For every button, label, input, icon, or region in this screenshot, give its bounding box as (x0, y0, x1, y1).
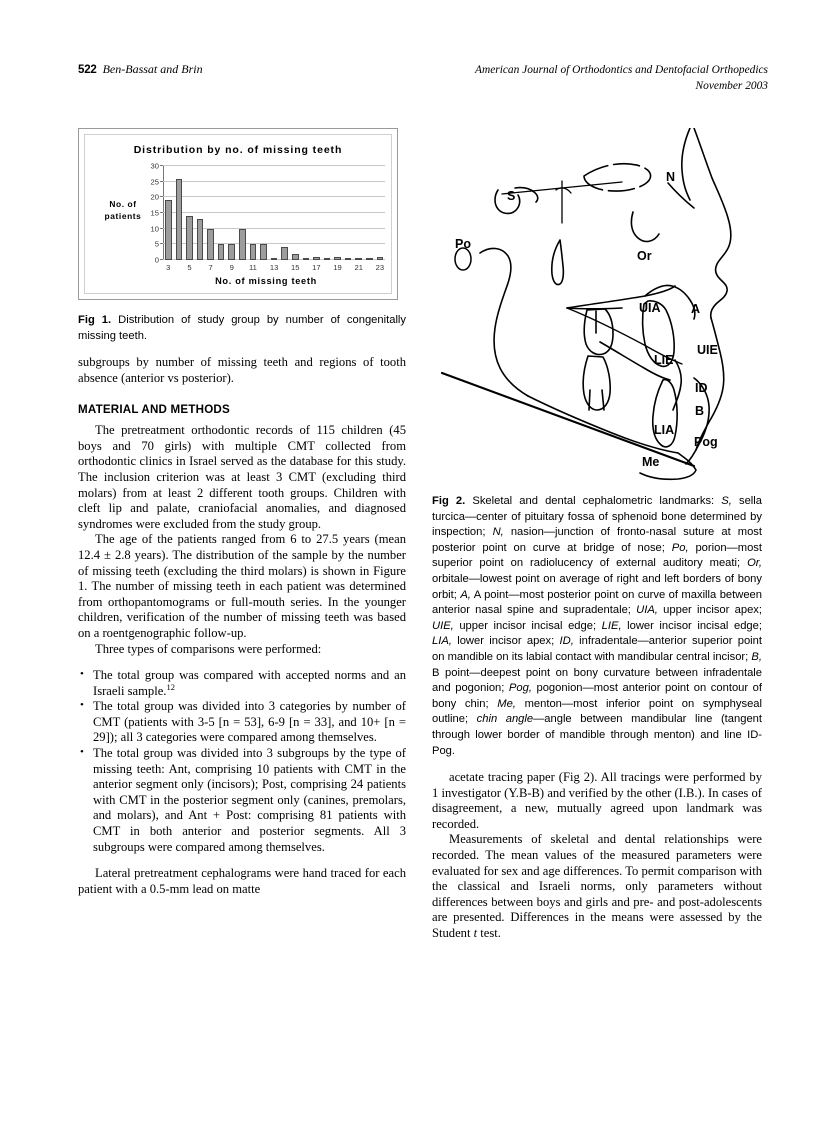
measurements-text-b: test. (477, 926, 501, 941)
comparison-list (78, 668, 406, 855)
chart-bar-cell (311, 166, 322, 260)
chart-bar-cell (163, 166, 174, 260)
chart-bar-cell (375, 166, 386, 260)
chart-x-tick-label (322, 260, 333, 272)
chart-x-tick-label (279, 260, 290, 272)
landmark-label-b: B (695, 404, 705, 418)
chart-x-tick-label: 5 (187, 263, 192, 272)
figure-2-caption-intro: Skeletal and dental cephalometric landmarks: (465, 495, 722, 507)
chart-x-axis-label: No. of missing teeth (215, 276, 317, 286)
landmark-abbreviation: N, (492, 526, 504, 539)
paragraph-continuation: subgroups by number of missing teeth and regions of tooth absence (anterior vs posterior). (78, 355, 406, 385)
chart-y-tick-label: 5 (154, 239, 159, 249)
chart-bar-cell (174, 166, 185, 260)
paragraph-cephalograms: Lateral pretreatment cephalograms were hand traced for each patient with a 0.5-mm lead on matte (78, 866, 406, 896)
measurements-text-a: Measurements of skeletal and dental relationships were recorded. The mean values of the measured parameters were evaluated for sex and age differences. To permit comparison with the classical and Israeli norms, only parameters without differences between boys and girls and pre- and post-adolescents are presented. Differences in the means were assessed by the Student (432, 832, 762, 941)
chart-y-tick-label: 0 (154, 255, 159, 265)
landmark-label-a: A (691, 302, 701, 316)
chart-bar (260, 244, 267, 260)
chart-bar-cell (279, 166, 290, 260)
running-head-authors: Ben-Bassat and Brin (102, 62, 203, 76)
chart-x-tick-label (174, 260, 185, 272)
landmark-label-lia: LIA (654, 423, 675, 437)
landmark-abbreviation: LIE, (601, 619, 622, 632)
citation-12: 12 (166, 681, 175, 692)
chart-x-tick-label: 23 (375, 263, 385, 272)
landmark-label-or: Or (637, 249, 652, 263)
chart-x-tick-label: 7 (208, 263, 213, 272)
paragraph-comparisons-intro: Three types of comparisons were performed: (95, 641, 322, 656)
landmark-abbreviation: S, (721, 495, 732, 507)
chart-y-tick-label: 10 (150, 224, 159, 234)
landmark-abbreviation: ID, (559, 635, 574, 648)
landmark-label-lie: LIE (654, 353, 674, 367)
landmark-label-s: S (507, 189, 516, 203)
chart-bar-cell (258, 166, 269, 260)
chart-frame (84, 134, 392, 294)
chart-bars (163, 166, 385, 260)
heading-material-and-methods: MATERIAL AND METHODS (78, 403, 230, 417)
chart-x-tick-label: 17 (312, 263, 321, 272)
chart-x-tick-label: 13 (269, 263, 279, 272)
chart-x-tick-label: 3 (166, 263, 171, 272)
chart-bar (197, 219, 204, 260)
landmark-abbreviation: Or, (747, 557, 762, 570)
chart-bar-cell (269, 166, 280, 260)
bullet-1-text: The total group was compared with accepted norms and an Israeli sample. (93, 668, 406, 698)
chart-bar-cell (353, 166, 364, 260)
figure-1-caption (78, 313, 406, 344)
chart-bar (218, 244, 225, 260)
landmark-abbreviation: Me, (497, 697, 516, 710)
figure-2 (432, 128, 762, 488)
chart-bar-cell (290, 166, 301, 260)
chart-bar (207, 229, 214, 260)
chart-bar-cell (364, 166, 375, 260)
running-head-right (475, 62, 768, 94)
chart-x-tick-label (364, 260, 375, 272)
landmark-abbreviation: UIA, (636, 604, 658, 617)
chart-x-tick-label: 9 (229, 263, 234, 272)
chart-bar-cell (184, 166, 195, 260)
list-item (78, 668, 406, 699)
landmark-label-pog: Pog (694, 435, 718, 449)
chart-x-tick-label (237, 260, 248, 272)
figure-1-caption-text: Distribution of study group by number of congenitally missing teeth. (78, 314, 407, 342)
landmark-abbreviation: Po, (671, 541, 689, 554)
chart-bar-cell (332, 166, 343, 260)
chart-bar-cell (205, 166, 216, 260)
chart-x-tick-label (301, 260, 312, 272)
page-number: 522 (78, 64, 97, 76)
chart-bar-cell (216, 166, 227, 260)
chart-x-tick-label (216, 260, 227, 272)
chart-y-tick-label: 20 (150, 192, 159, 202)
chart-y-tick-label: 30 (150, 161, 159, 171)
chart-x-tick-label: 19 (333, 263, 342, 272)
chart-bar-cell (248, 166, 259, 260)
paragraph-measurements (432, 832, 762, 941)
chart-x-tick-label: 15 (291, 263, 300, 272)
landmark-label-id: ID (695, 381, 708, 395)
chart-bar-cell (343, 166, 354, 260)
figure-2-landmark-definitions: S, sella turcica—center of pituitary fossa of sphenoid bone determined by inspection; N, nasion—junction of fronto-nasal suture at most posterior point on curve at bridge of nose; Po, porion—most superior point on radiolucency of external auditory meati; Or, orbitale—lowest point on average of right and left borders of bony orbit; A, A point—most posterior point on curve of maxilla between anterior nasal spine and supradentale; UIA, upper incisor apex; UIE, upper incisor incisal edge; LIE, lower incisor incisal edge; LIA, lower incisor apex; ID, infradentale—anterior superior point on mandible on its labial contact with mandibular central incisor; B, B point—deepest point on bony curvature between infradentale and pogonion; Pog, pogonion—most anterior point on contour of bony chin; Me, menton—most inferior point on symphyseal outline; chin angle—angle between mandibular line (tangent through lower border of mandible through menton) and line ID-Pog. (432, 495, 763, 757)
landmark-abbreviation: chin angle (476, 713, 534, 726)
landmark-label-po: Po (455, 237, 471, 251)
chart-y-axis-label: No. of patients (104, 199, 142, 221)
chart-title: Distribution by no. of missing teeth (133, 144, 343, 156)
chart-y-tick-label: 15 (150, 208, 159, 218)
paragraph-age: The age of the patients ranged from 6 to 27.5 years (mean 12.4 ± 2.8 years). The distribution of the sample by the number of missing teeth (excluding the third molars) is shown in Figure 1. The number of missing teeth in each patient was determined from orthopantomograms or full-mouth series. In the younger children, verification of the number of missing teeth was based on a roentgenographic follow-up. (78, 532, 406, 640)
chart-x-tick-label (258, 260, 269, 272)
running-head-left (78, 62, 203, 77)
paragraph-records: The pretreatment orthodontic records of 115 children (45 boys and 70 girls) with multiple CMT collected from orthodontic clinics in Israel served as the database for this study. The inclusion criterion was at least 3 CMT (excluding third molars) from at least 2 different tooth groups. Children with cleft lip and palate, craniofacial anomalies, and diagnosed syndromes were excluded from the study group. (78, 423, 406, 531)
chart-bar (228, 244, 235, 260)
landmark-abbreviation: LIA, (432, 635, 452, 648)
chart-bar-cell (322, 166, 333, 260)
figure-2-caption (432, 494, 762, 759)
chart-bar-cell (226, 166, 237, 260)
chart-x-ticks (163, 260, 385, 272)
chart-x-tick-label (343, 260, 354, 272)
landmark-abbreviation: B, (751, 650, 762, 663)
landmark-label-n: N (666, 170, 676, 184)
chart-bar (165, 200, 172, 260)
landmark-abbreviation: A, (460, 588, 471, 601)
chart-x-tick-label: 21 (354, 263, 363, 272)
chart-bar-cell (301, 166, 312, 260)
landmark-label-uia: UIA (639, 301, 661, 315)
chart-plot (150, 161, 385, 272)
chart-x-tick-label: 11 (248, 263, 257, 272)
chart-bar (239, 229, 246, 260)
chart-bar (176, 179, 183, 260)
chart-bar-cell (195, 166, 206, 260)
landmark-abbreviation: Pog, (508, 682, 532, 695)
statistic-symbol: t (473, 926, 478, 941)
landmark-label-uie: UIE (697, 343, 718, 357)
list-item: • The total group was divided into 3 subgroups by the type of missing teeth: Ant, comprising 10 patients with CMT in the anterior segment only (incisors); Post, comprising 24 patients with CMT in the posterior segment only (canines, premolars, and molars), and Ant + Post: comprising 81 patients with CMT in both anterior and posterior segments. All 3 subgroups were compared among themselves. (78, 746, 406, 855)
chart-bar (186, 216, 193, 260)
landmark-abbreviation: UIE, (432, 619, 454, 632)
issue-date: November 2003 (695, 80, 768, 92)
chart-x-tick-label (195, 260, 206, 272)
chart-bar (250, 244, 257, 260)
chart-y-tick-label: 25 (150, 177, 159, 187)
running-head (78, 62, 768, 102)
landmark-label-me: Me (642, 455, 660, 469)
figure-1 (78, 128, 398, 300)
chart-bar-cell (237, 166, 248, 260)
cephalometric-tracing (432, 128, 762, 488)
figure-2-caption-lead: Fig 2. (432, 495, 466, 507)
right-column (432, 128, 762, 942)
paragraph-tracing: acetate tracing paper (Fig 2). All tracings were performed by 1 investigator (Y.B-B) and verified by the other (I.B.). In cases of disagreement, a new, mutually agreed upon landmark was recorded. (432, 770, 762, 831)
list-item: • The total group was divided into 3 categories by number of CMT (patients with 3-5 [n = 53], 6-9 [n = 33], and 10+ [n = 29]); all 3 categories were compared among themselves. (78, 699, 406, 746)
chart-bar (281, 247, 288, 260)
journal-title: American Journal of Orthodontics and Dentofacial Orthopedics (475, 64, 768, 76)
left-column (78, 128, 406, 897)
figure-1-caption-lead: Fig 1. (78, 314, 112, 326)
